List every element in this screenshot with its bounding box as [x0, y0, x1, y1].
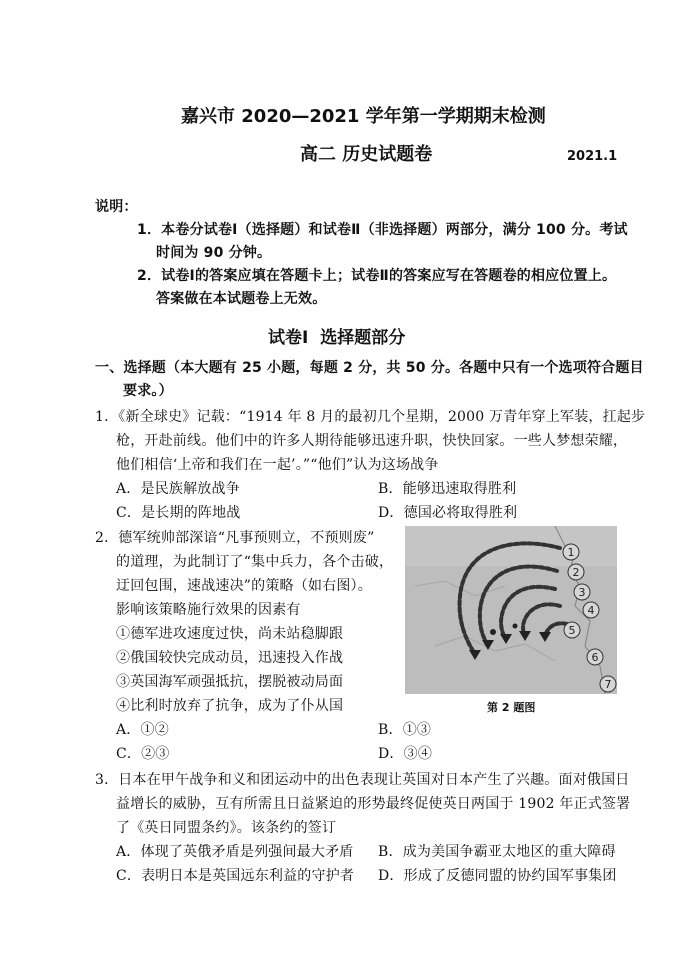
q2-statement-2: ②俄国较快完成动员，迅速投入作战 — [116, 650, 344, 666]
map-graphic — [405, 526, 617, 694]
q2-stem-line1: 2．德军统帅部深谙“凡事预则立，不预则废” — [95, 530, 375, 546]
map-label-4: 4 — [587, 604, 595, 617]
map-label-2: 2 — [572, 566, 580, 579]
q1-option-a: A．是民族解放战争 — [116, 481, 240, 497]
q1-stem-line3: 他们相信‘上帝和我们在一起’。”“他们”认为这场战争 — [116, 457, 439, 473]
part-instruction-line2: 要求。） — [123, 383, 173, 399]
exam-subtitle: 高二 历史试题卷 — [300, 144, 433, 165]
part-instruction-line1: 一、选择题（本大题有 25 小题，每题 2 分，共 50 分。各题中只有一个选项符合题目 — [95, 360, 644, 376]
q3-option-d: D．形成了反德同盟的协约国军事集团 — [378, 868, 617, 884]
exam-title: 嘉兴市 2020—2021 学年第一学期期末检测 — [181, 106, 546, 127]
section-title: 试卷Ⅰ 选择题部分 — [268, 328, 406, 348]
instruction-2-line2: 答案做在本试题卷上无效。 — [156, 291, 327, 307]
schlieffen-plan-map — [405, 526, 617, 694]
q2-option-a: A．①② — [116, 722, 169, 738]
q3-option-a: A．体现了英俄矛盾是列强间最大矛盾 — [116, 844, 354, 860]
q3-stem-line1: 3．日本在甲午战争和义和团运动中的出色表现让英国对日本产生了兴趣。面对俄国日 — [95, 772, 630, 788]
q2-stem-line4: 影响该策略施行效果的因素有 — [116, 602, 301, 618]
map-label-3: 3 — [578, 586, 586, 599]
q2-statement-4: ④比利时放弃了抗争，成为了仆从国 — [116, 698, 344, 714]
instructions-label: 说明： — [95, 199, 138, 215]
q2-statement-3: ③英国海军顽强抵抗，摆脱被动局面 — [116, 674, 344, 690]
q1-option-b: B．能够迅速取得胜利 — [378, 481, 517, 497]
q1-option-d: D．德国必将取得胜利 — [378, 505, 518, 521]
figure-caption: 第 2 题图 — [487, 701, 536, 714]
q1-stem-line1: 1．《新全球史》记载：“1914 年 8 月的最初几个星期，2000 万青年穿上军装，扛起步 — [95, 409, 646, 425]
q3-stem-line3: 了《英日同盟条约》。该条约的签订 — [116, 820, 337, 836]
q2-option-c: C．②③ — [116, 746, 170, 762]
q1-option-c: C．是长期的阵地战 — [116, 505, 241, 521]
q2-option-b: B．①③ — [378, 722, 432, 738]
instruction-1-line1: 1．本卷分试卷Ⅰ（选择题）和试卷Ⅱ（非选择题）两部分，满分 100 分。考试 — [137, 222, 628, 238]
q2-stem-line2: 的道理，为此制订了“集中兵力，各个击破， — [116, 554, 394, 570]
q3-option-b: B．成为美国争霸亚太地区的重大障碍 — [378, 844, 616, 860]
map-label-5: 5 — [568, 624, 576, 637]
q1-stem-line2: 枪，开赴前线。他们中的许多人期待能够迅速升职，快快回家。一些人梦想荣耀， — [116, 433, 628, 449]
map-label-1: 1 — [567, 546, 575, 559]
q2-statement-1: ①德军进攻速度过快，尚未站稳脚跟 — [116, 626, 344, 642]
q2-stem-line3: 迂回包围，速战速决”的策略（如右图）。 — [116, 578, 372, 594]
q2-option-d: D．③④ — [378, 746, 433, 762]
instruction-1-line2: 时间为 90 分钟。 — [156, 245, 272, 261]
q3-stem-line2: 益增长的威胁，互有所需且日益紧迫的形势最终促使英日两国于 1902 年正式签署 — [116, 796, 631, 812]
map-label-7: 7 — [604, 678, 612, 691]
instruction-2-line1: 2．试卷Ⅰ的答案应填在答题卡上；试卷Ⅱ的答案应写在答题卷的相应位置上。 — [137, 268, 617, 284]
q3-option-c: C．表明日本是英国远东利益的守护者 — [116, 868, 355, 884]
exam-date: 2021.1 — [567, 149, 618, 164]
map-label-6: 6 — [591, 651, 599, 664]
